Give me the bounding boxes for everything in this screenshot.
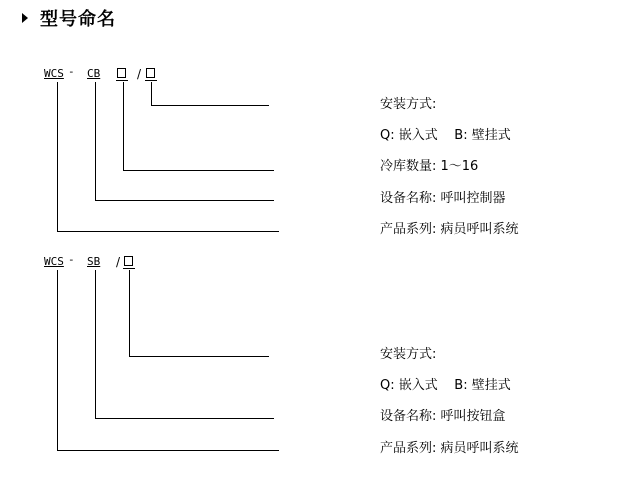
triangle-right-icon <box>22 13 28 23</box>
placeholder-box <box>124 256 133 266</box>
leader-line <box>129 270 130 356</box>
code-dash: - <box>68 65 75 78</box>
code-series: SB <box>87 255 101 268</box>
placeholder-underline <box>145 80 157 81</box>
code-series: CB <box>87 67 101 80</box>
product-series-label: 产品系列: 病员呼叫系统 <box>380 222 519 237</box>
placeholder-underline <box>123 268 135 269</box>
leader-line <box>95 270 96 418</box>
leader-line <box>151 82 152 105</box>
leader-line <box>95 82 96 200</box>
leader-line <box>129 356 269 357</box>
install-options-label: Q: 嵌入式 B: 壁挂式 <box>380 128 511 143</box>
section-heading <box>22 5 116 31</box>
code-slash: / <box>116 255 121 269</box>
code-prefix: WCS <box>44 67 64 80</box>
product-series-label: 产品系列: 病员呼叫系统 <box>380 441 519 456</box>
install-method-label: 安装方式: <box>380 97 437 112</box>
leader-line <box>95 418 274 419</box>
leader-line <box>57 231 279 232</box>
install-options-label: Q: 嵌入式 B: 壁挂式 <box>380 378 511 393</box>
device-name-label: 设备名称: 呼叫控制器 <box>380 191 506 206</box>
leader-line <box>151 105 269 106</box>
leader-line <box>57 270 58 450</box>
leader-line <box>57 82 58 231</box>
leader-line <box>123 170 274 171</box>
placeholder-box <box>117 68 126 78</box>
section-title: 型号命名 <box>40 9 116 30</box>
cold-storage-count-label: 冷库数量: 1～16 <box>380 159 479 174</box>
leader-line <box>57 450 279 451</box>
code-prefix: WCS <box>44 255 64 268</box>
code-dash: - <box>68 253 75 266</box>
leader-line <box>95 200 274 201</box>
leader-line <box>123 82 124 170</box>
code-slash: / <box>137 67 142 81</box>
device-name-label: 设备名称: 呼叫按钮盒 <box>380 409 506 424</box>
install-method-label: 安装方式: <box>380 347 437 362</box>
placeholder-box <box>146 68 155 78</box>
placeholder-underline <box>116 80 128 81</box>
